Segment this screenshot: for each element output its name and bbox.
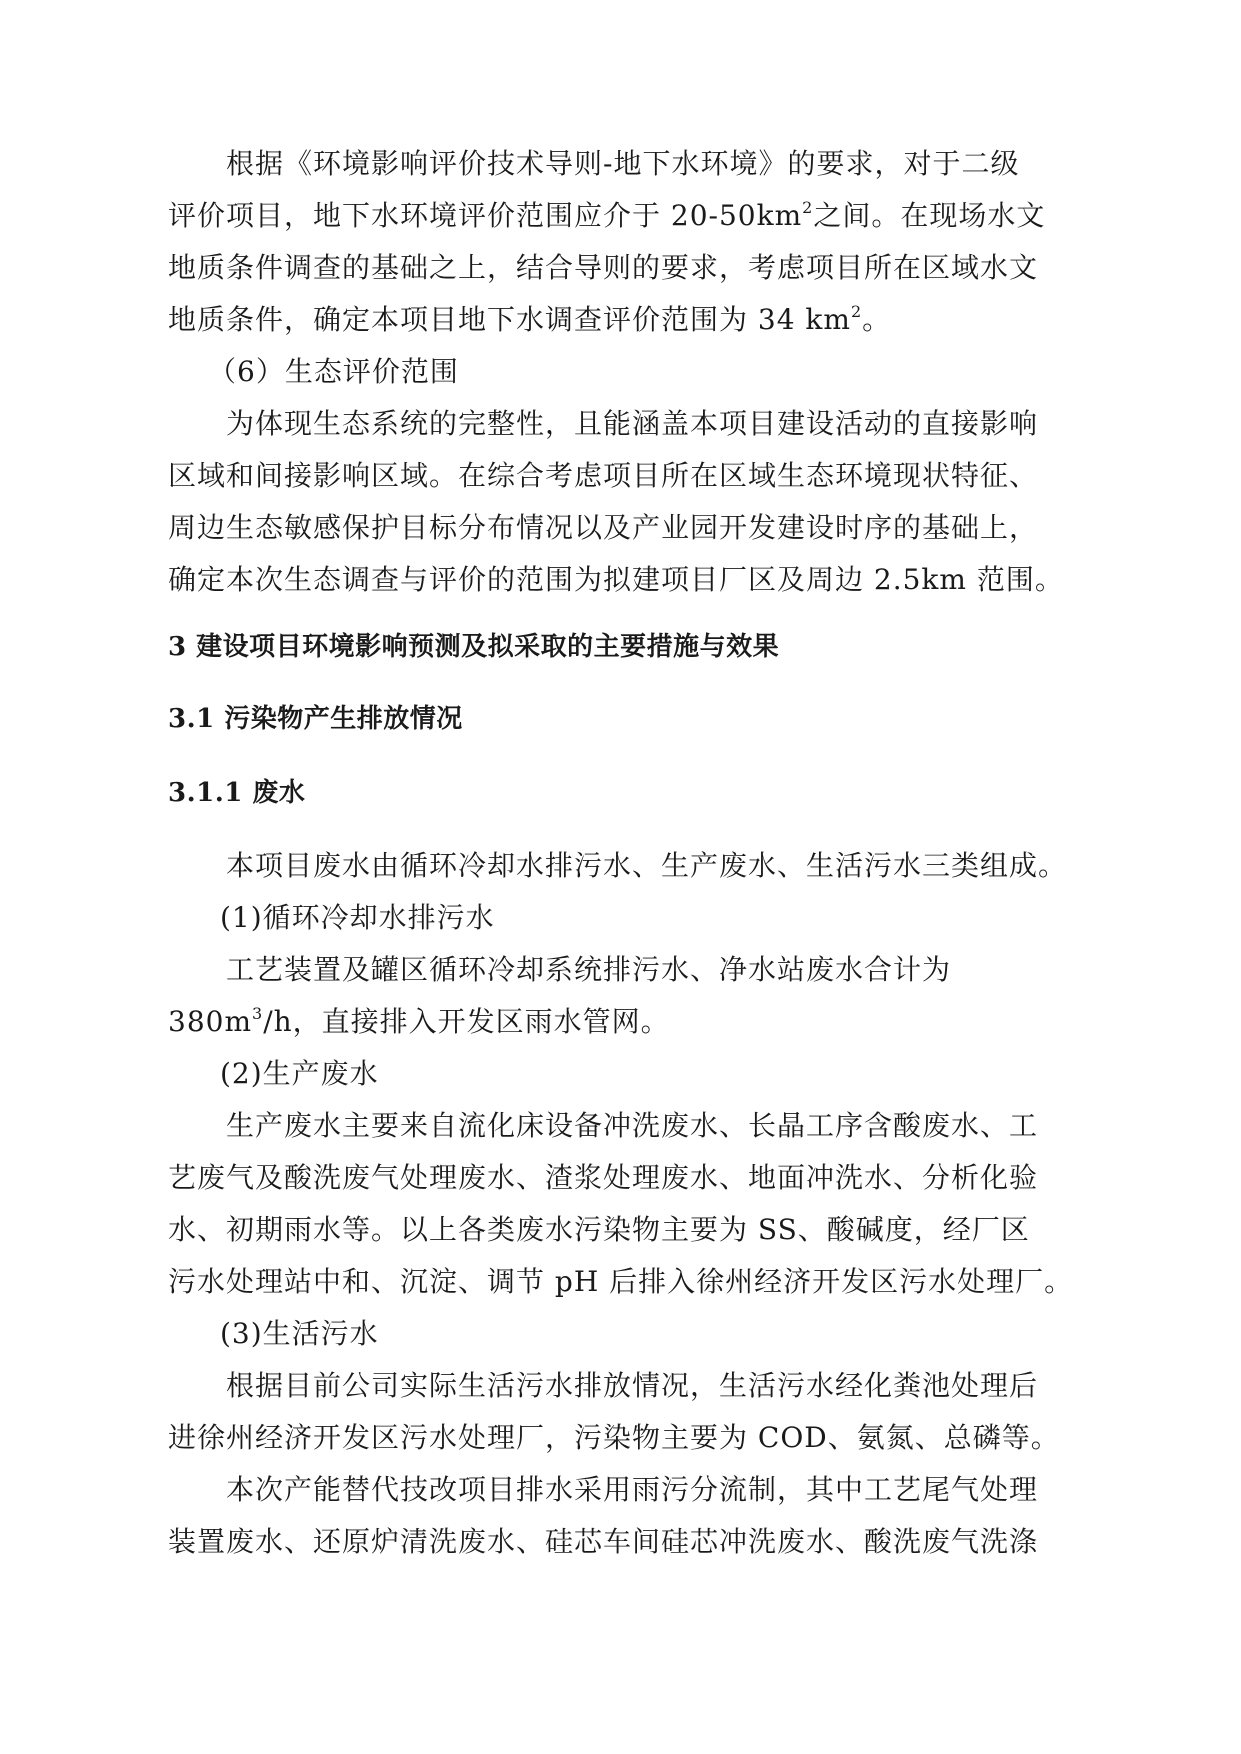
final-line-1: 本次产能替代技改项目排水采用雨污分流制，其中工艺尾气处理 [226, 1473, 1039, 1506]
ecology-line-3: 周边生态敏感保护目标分布情况以及产业园开发建设时序的基础上， [168, 511, 1039, 544]
item-2-line-1: 生产废水主要来自流化床设备冲洗废水、长晶工序含酸废水、工 [226, 1109, 1039, 1142]
groundwater-line-4-text-b: 。 [862, 303, 892, 336]
groundwater-line-4-text-a: 地质条件，确定本项目地下水调查评价范围为 34 km [168, 303, 851, 336]
groundwater-line-1: 根据《环境影响评价技术导则-地下水环境》的要求，对于二级 [226, 147, 1020, 180]
item-1-line-2-text-b: /h，直接排入开发区雨水管网。 [263, 1005, 670, 1038]
item-1-line-1: 工艺装置及罐区循环冷却系统排污水、净水站废水合计为 [226, 953, 952, 986]
item-3-line-2: 进徐州经济开发区污水处理厂，污染物主要为 COD、氨氮、总磷等。 [168, 1421, 1060, 1454]
section-3-1-title: 3.1 污染物产生排放情况 [168, 704, 463, 734]
ecology-line-2: 区域和间接影响区域。在综合考虑项目所在区域生态环境现状特征、 [168, 459, 1039, 492]
item-1-title: (1)循环冷却水排污水 [220, 901, 495, 934]
item-2-line-3: 水、初期雨水等。以上各类废水污染物主要为 SS、酸碱度，经厂区 [168, 1213, 1030, 1246]
groundwater-line-4 [168, 302, 891, 338]
item-2-title: (2)生产废水 [220, 1057, 379, 1090]
item-3-title: (3)生活污水 [220, 1317, 379, 1350]
ecology-line-1: 为体现生态系统的完整性，且能涵盖本项目建设活动的直接影响 [226, 407, 1039, 440]
groundwater-line-2-text-a: 评价项目，地下水环境评价范围应介于 20-50km [168, 199, 803, 232]
item-3-line-1: 根据目前公司实际生活污水排放情况，生活污水经化粪池处理后 [226, 1369, 1039, 1402]
item-2-line-4: 污水处理站中和、沉淀、调节 pH 后排入徐州经济开发区污水处理厂。 [168, 1265, 1074, 1298]
section-3-title: 3 建设项目环境影响预测及拟采取的主要措施与效果 [168, 632, 780, 662]
groundwater-line-3: 地质条件调查的基础之上，结合导则的要求，考虑项目所在区域水文 [168, 251, 1039, 284]
item-1-line-2 [168, 1004, 670, 1040]
section-3-1-1-title: 3.1.1 废水 [168, 778, 306, 808]
wastewater-intro: 本项目废水由循环冷却水排污水、生产废水、生活污水三类组成。 [226, 849, 1068, 882]
superscript: 2 [802, 198, 814, 217]
item-1-line-2-text-a: 380m [168, 1005, 252, 1038]
superscript: 3 [252, 1004, 264, 1023]
final-line-2: 装置废水、还原炉清洗废水、硅芯车间硅芯冲洗废水、酸洗废气洗涤 [168, 1525, 1039, 1558]
ecology-line-4: 确定本次生态调查与评价的范围为拟建项目厂区及周边 2.5km 范围。 [168, 563, 1064, 596]
item-2-line-2: 艺废气及酸洗废气处理废水、渣浆处理废水、地面冲洗水、分析化验 [168, 1161, 1039, 1194]
superscript: 2 [850, 302, 863, 321]
ecology-title: （6）生态评价范围 [208, 355, 459, 388]
groundwater-line-2 [168, 198, 1045, 234]
groundwater-line-2-text-b: 之间。在现场水文 [813, 199, 1046, 232]
